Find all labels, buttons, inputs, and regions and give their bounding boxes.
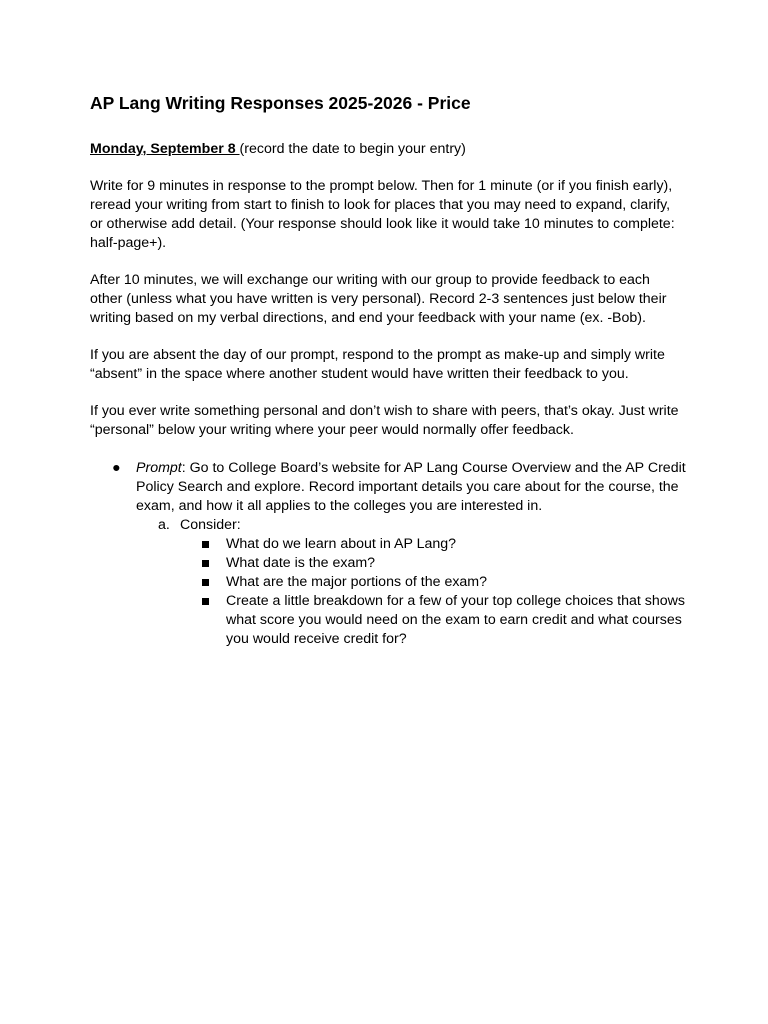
prompt-item [90, 459, 686, 516]
absent-paragraph: If you are absent the day of our prompt, respond to the prompt as make-up and simply write “absent” in the space where another student would have written their feedback to you. [90, 347, 665, 382]
square-bullet-icon [202, 560, 209, 567]
question-text: Create a little breakdown for a few of your top college choices that shows what score you would need on the exam to earn credit and what courses you would receive credit for? [226, 593, 685, 647]
feedback-paragraph: After 10 minutes, we will exchange our writing with our group to provide feedback to each other (unless what you have written is very personal). Record 2-3 sentences just below their writing based on my verbal directions, and end your feedback with your name (ex. -Bob). [90, 272, 667, 326]
date-line [90, 140, 686, 159]
prompt-list [90, 459, 686, 649]
instructions-paragraph: Write for 9 minutes in response to the prompt below. Then for 1 minute (or if you finish early), reread your writing from start to finish to look for places that you may need to expand, clarify, or otherwise add detail. (Your response should look like it would take 10 minutes to complete: half-page+). [90, 178, 675, 251]
square-bullet-icon [202, 598, 209, 605]
square-bullet-icon [202, 579, 209, 586]
consider-item [90, 516, 686, 535]
question-text: What date is the exam? [226, 555, 376, 571]
list-item [90, 554, 686, 573]
date-note: (record the date to begin your entry) [239, 141, 466, 157]
question-text: What are the major portions of the exam? [226, 574, 488, 590]
question-text: What do we learn about in AP Lang? [226, 536, 457, 552]
list-item [90, 535, 686, 554]
document-title: AP Lang Writing Responses 2025-2026 - Price [90, 93, 471, 113]
bullet-icon: ● [112, 460, 121, 476]
prompt-label: Prompt [136, 460, 182, 476]
entry-date: Monday, September 8 [90, 141, 240, 157]
prompt-text: : Go to College Board’s website for AP Lang Course Overview and the AP Credit Policy Search and explore. Record important details you care about for the course, the exam, and how it all applies to the colleges you are interested in. [136, 460, 686, 514]
list-item [90, 573, 686, 592]
personal-paragraph: If you ever write something personal and don’t wish to share with peers, that’s okay. Just write “personal” below your writing where your peer would normally offer feedback. [90, 403, 679, 438]
consider-marker: a. [158, 517, 170, 533]
consider-label: Consider: [180, 517, 241, 533]
list-item [90, 592, 686, 649]
square-bullet-icon [202, 541, 209, 548]
